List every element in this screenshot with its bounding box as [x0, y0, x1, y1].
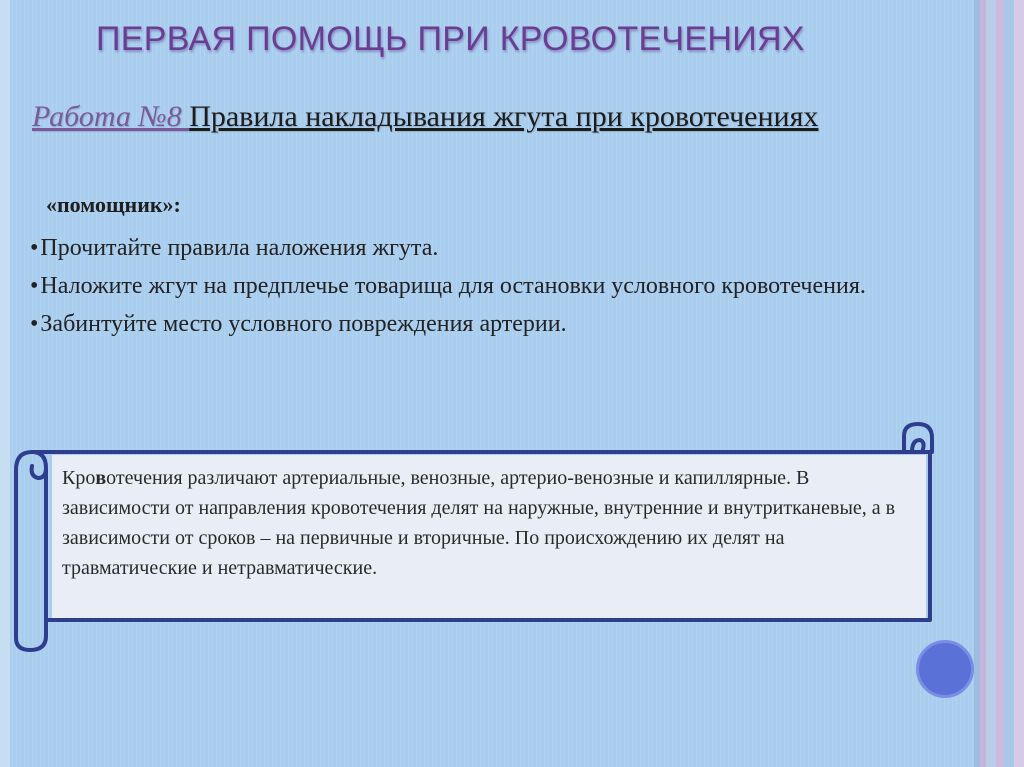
list-item-text: Наложите жгут на предплечье товарища для остановки условного кровотечения.: [40, 273, 866, 299]
note-bold-letter: в: [95, 467, 107, 489]
role-label: «помощник»:: [46, 192, 181, 217]
work-title: Правила накладывания жгута при кровотечениях: [189, 100, 819, 133]
slide-title: ПЕРВАЯ ПОМОЩЬ ПРИ КРОВОТЕЧЕНИЯХ: [96, 20, 805, 58]
scroll-curl-left: [32, 452, 46, 478]
scroll-curl-top: [904, 424, 932, 452]
bullet-icon: •: [30, 311, 39, 337]
work-label: Работа №8: [32, 100, 190, 133]
list-item-text: Забинтуйте место условного повреждения артерии.: [40, 311, 567, 337]
note-prefix: Кро: [62, 467, 96, 489]
list-item-text: Прочитайте правила наложения жгута.: [40, 235, 439, 261]
bullet-icon: •: [30, 273, 39, 299]
decor-circle-icon: [916, 640, 974, 698]
scroll-roll-left: [16, 452, 46, 650]
note-text: отечения различают артериальные, венозные, артерио-венозные и капиллярные. В зависимости от направления кровотечения делят на наружные, внутренние и внутритканевые, а в зависимости от сроков – на первичные и вторичные. По происхождению их делят на травматические и нетравматические.: [62, 467, 896, 579]
note-box: [52, 455, 926, 618]
bullet-icon: •: [30, 235, 39, 261]
